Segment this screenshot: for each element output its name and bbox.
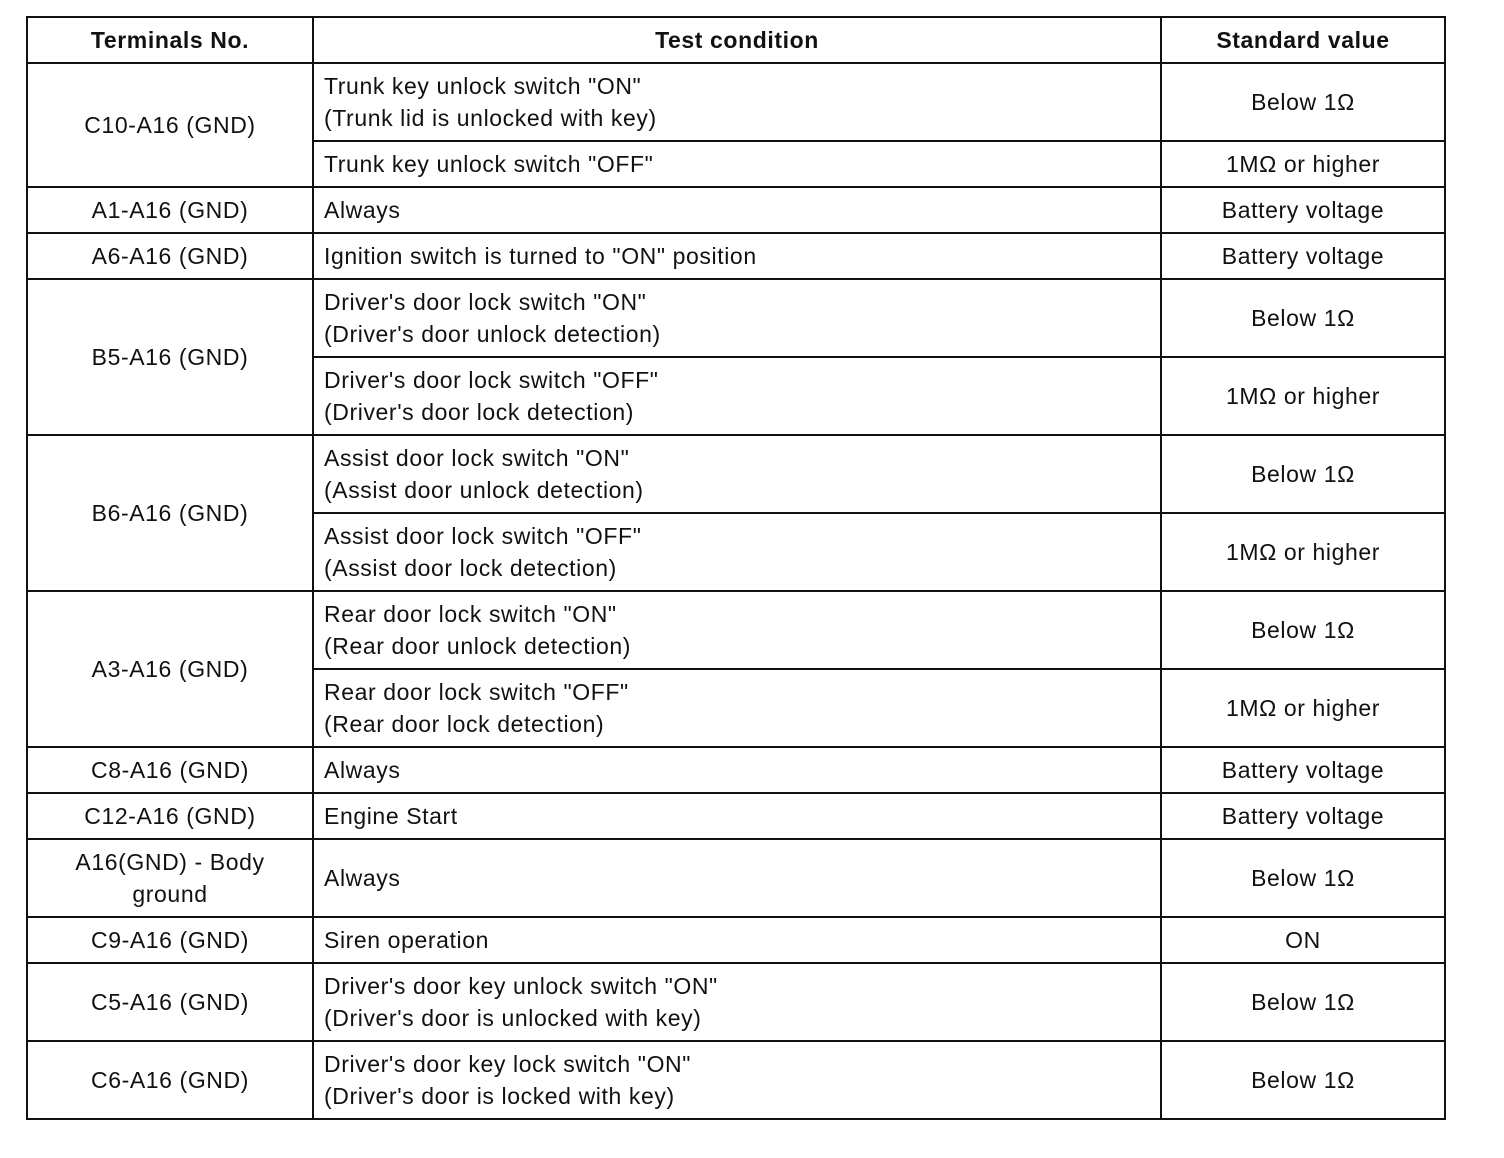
test-condition-line: Driver's door key lock switch "ON" [324, 1051, 692, 1077]
terminal-cell: C12-A16 (GND) [27, 793, 313, 839]
test-condition-line: (Assist door lock detection) [324, 555, 617, 581]
test-condition-line: Always [324, 865, 401, 891]
standard-value-cell: Battery voltage [1161, 187, 1445, 233]
test-condition-cell [313, 435, 1161, 513]
test-condition-line: (Driver's door unlock detection) [324, 321, 661, 347]
test-condition-line: Driver's door lock switch "ON" [324, 289, 647, 315]
standard-value-cell: Battery voltage [1161, 233, 1445, 279]
test-condition-line: (Trunk lid is unlocked with key) [324, 105, 657, 131]
terminal-test-table [26, 16, 1446, 1120]
test-condition-cell [313, 591, 1161, 669]
table-row [27, 747, 1445, 793]
test-condition-cell [313, 279, 1161, 357]
test-condition-cell [313, 1041, 1161, 1119]
terminal-cell: B5-A16 (GND) [27, 279, 313, 435]
terminal-cell: C5-A16 (GND) [27, 963, 313, 1041]
terminal-cell: A6-A16 (GND) [27, 233, 313, 279]
test-condition-cell [313, 839, 1161, 917]
standard-value-cell: Below 1Ω [1161, 279, 1445, 357]
standard-value-cell: 1MΩ or higher [1161, 513, 1445, 591]
table-row [27, 279, 1445, 357]
header-terminals: Terminals No. [27, 17, 313, 63]
test-condition-line: Always [324, 757, 401, 783]
test-condition-line: (Driver's door is locked with key) [324, 1083, 675, 1109]
test-condition-line: (Assist door unlock detection) [324, 477, 644, 503]
test-condition-line: Driver's door lock switch "OFF" [324, 367, 659, 393]
terminal-cell: C9-A16 (GND) [27, 917, 313, 963]
header-standard-value: Standard value [1161, 17, 1445, 63]
table-row [27, 233, 1445, 279]
table-row [27, 963, 1445, 1041]
test-condition-cell [313, 63, 1161, 141]
test-condition-cell [313, 187, 1161, 233]
terminal-cell: B6-A16 (GND) [27, 435, 313, 591]
standard-value-cell: Battery voltage [1161, 747, 1445, 793]
standard-value-cell: Below 1Ω [1161, 435, 1445, 513]
standard-value-cell: Battery voltage [1161, 793, 1445, 839]
test-condition-line: Assist door lock switch "OFF" [324, 523, 642, 549]
terminal-cell: C10-A16 (GND) [27, 63, 313, 187]
standard-value-cell: 1MΩ or higher [1161, 357, 1445, 435]
test-condition-line: Rear door lock switch "OFF" [324, 679, 629, 705]
standard-value-cell: Below 1Ω [1161, 63, 1445, 141]
header-row [27, 17, 1445, 63]
test-condition-line: (Rear door lock detection) [324, 711, 605, 737]
table-row [27, 187, 1445, 233]
test-condition-line: (Driver's door is unlocked with key) [324, 1005, 702, 1031]
test-condition-line: Assist door lock switch "ON" [324, 445, 630, 471]
standard-value-cell: ON [1161, 917, 1445, 963]
table-body [27, 63, 1445, 1119]
test-condition-cell [313, 141, 1161, 187]
table-row [27, 839, 1445, 917]
table-row [27, 1041, 1445, 1119]
test-condition-line: Rear door lock switch "ON" [324, 601, 617, 627]
terminal-cell: C6-A16 (GND) [27, 1041, 313, 1119]
test-condition-line: Trunk key unlock switch "OFF" [324, 151, 654, 177]
terminal-cell: A3-A16 (GND) [27, 591, 313, 747]
test-condition-line: Siren operation [324, 927, 489, 953]
table-row [27, 63, 1445, 141]
test-condition-line: Always [324, 197, 401, 223]
table-row [27, 435, 1445, 513]
test-condition-line: Driver's door key unlock switch "ON" [324, 973, 718, 999]
test-condition-line: Engine Start [324, 803, 458, 829]
table-row [27, 793, 1445, 839]
test-condition-cell [313, 513, 1161, 591]
test-condition-cell [313, 669, 1161, 747]
table-row [27, 917, 1445, 963]
test-condition-cell [313, 917, 1161, 963]
test-condition-cell [313, 747, 1161, 793]
terminal-cell: C8-A16 (GND) [27, 747, 313, 793]
terminal-cell: A16(GND) - Body ground [27, 839, 313, 917]
header-test-condition: Test condition [313, 17, 1161, 63]
standard-value-cell: 1MΩ or higher [1161, 669, 1445, 747]
test-condition-line: Trunk key unlock switch "ON" [324, 73, 642, 99]
standard-value-cell: Below 1Ω [1161, 963, 1445, 1041]
test-condition-cell [313, 793, 1161, 839]
standard-value-cell: Below 1Ω [1161, 839, 1445, 917]
standard-value-cell: Below 1Ω [1161, 591, 1445, 669]
table-row [27, 591, 1445, 669]
standard-value-cell: Below 1Ω [1161, 1041, 1445, 1119]
test-condition-cell [313, 963, 1161, 1041]
test-condition-line: (Driver's door lock detection) [324, 399, 634, 425]
standard-value-cell: 1MΩ or higher [1161, 141, 1445, 187]
test-condition-cell [313, 357, 1161, 435]
test-condition-line: (Rear door unlock detection) [324, 633, 632, 659]
test-condition-line: Ignition switch is turned to "ON" position [324, 243, 757, 269]
test-condition-cell [313, 233, 1161, 279]
terminal-cell: A1-A16 (GND) [27, 187, 313, 233]
